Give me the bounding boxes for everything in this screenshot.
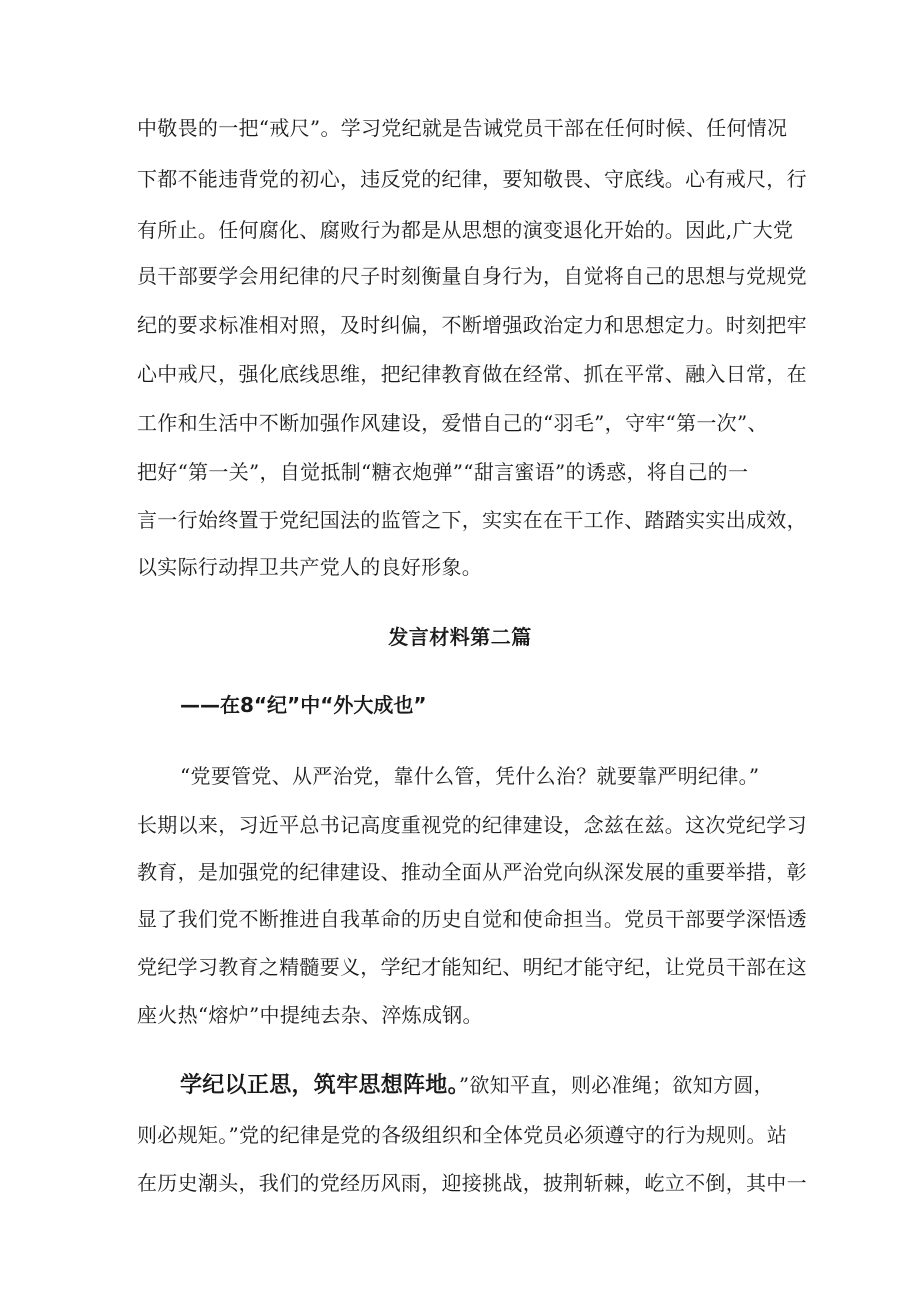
paragraph-line: “党要管党、从严治党，靠什么管，凭什么治？就要靠严明纪律。” [180,764,760,788]
paragraph-line: 言一行始终置于党纪国法的监管之下，实实在在干工作、踏踏实实出成效， [137,508,807,532]
paragraph-line: 员干部要学会用纪律的尺子时刻衡量自身行为，自觉将自己的思想与党规党 [137,264,807,288]
paragraph-line: 以实际行动捍卫共产党人的良好形象。 [137,555,483,579]
paragraph-line: 则必规矩。”党的纪律是党的各级组织和全体党员必须遵守的行为规则。站 [137,1123,788,1147]
paragraph-line: 工作和生活中不断加强作风建设，爱惜自己的“羽毛”，守牢“第一次”、 [137,411,768,435]
paragraph-line: 心中戒尺，强化底线思维，把纪律教育做在经常、抓在平常、融入日常，在 [137,362,807,386]
paragraph-line: 座火热“熔炉”中提纯去杂、淬炼成钢。 [137,1003,483,1027]
paragraph-line [180,1071,800,1100]
paragraph-text: ”欲知平直，则必准绳；欲知方圆， [458,1073,774,1097]
section-heading: 学纪以正思，筑牢思想阵地。 [180,1073,459,1098]
paragraph-line: 教育，是加强党的纪律建设、推动全面从严治党向纵深发展的重要举措，彰 [137,860,807,884]
paragraph-line: 在历史潮头，我们的党经历风雨，迎接挑战，披荆斩棘，屹立不倒，其中一 [137,1171,807,1195]
paragraph-line: 把好“第一关”，自觉抵制“糖衣炮弹”“甜言蜜语”的诱惑，将自己的一 [137,460,749,484]
paragraph-line: 显了我们党不断推进自我革命的历史自觉和使命担当。党员干部要学深悟透 [137,907,807,931]
paragraph-line: 有所止。任何腐化、腐败行为都是从思想的演变退化开始的。因此,广大党 [137,218,794,242]
paragraph-line: 长期以来，习近平总书记高度重视党的纪律建设，念兹在兹。这次党纪学习 [137,813,807,837]
paragraph-line: 下都不能违背党的初心，违反党的纪律，要知敬畏、守底线。心有戒尺，行 [137,167,807,191]
paragraph-line: 中敬畏的一把“戒尺”。学习党纪就是告诫党员干部在任何时候、任何情况 [137,116,788,140]
paragraph-line: 党纪学习教育之精髓要义，学纪才能知纪、明纪才能守纪，让党员干部在这 [137,955,807,979]
article-subtitle: ——在8“纪”中“外大成也” [180,693,427,717]
article-title: 发言材料第二篇 [388,625,532,649]
paragraph-line: 纪的要求标准相对照，及时纠偏，不断增强政治定力和思想定力。时刻把牢 [137,313,807,337]
